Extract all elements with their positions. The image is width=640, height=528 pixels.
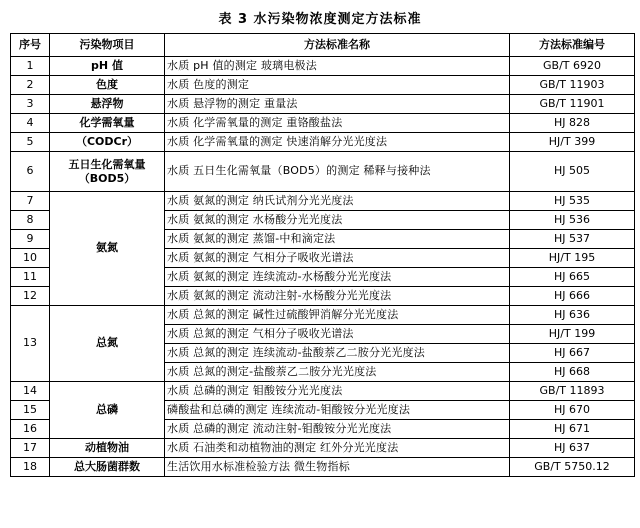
cell-code: HJ 667 (510, 344, 635, 363)
cell-no: 1 (11, 57, 50, 76)
cell-code: HJ 671 (510, 420, 635, 439)
cell-name: 水质 悬浮物的测定 重量法 (165, 95, 510, 114)
cell-item-ammonia: 氨氮 (50, 192, 165, 306)
cell-no: 17 (11, 439, 50, 458)
table-row (11, 439, 635, 458)
cell-name: 水质 氨氮的测定 水杨酸分光光度法 (165, 211, 510, 230)
column-header-no: 序号 (11, 34, 50, 57)
cell-name: 水质 pH 值的测定 玻璃电极法 (165, 57, 510, 76)
cell-name: 水质 总磷的测定 流动注射-钼酸铵分光光度法 (165, 420, 510, 439)
table-header (11, 34, 635, 57)
cell-item-cod-line2: （CODCr） (50, 133, 165, 152)
table-row (11, 382, 635, 401)
table-row (11, 152, 635, 192)
cell-code: HJ 636 (510, 306, 635, 325)
cell-code: GB/T 11901 (510, 95, 635, 114)
cell-name: 水质 氨氮的测定 蒸馏-中和滴定法 (165, 230, 510, 249)
table-header-row (11, 34, 635, 57)
cell-no: 4 (11, 114, 50, 133)
cell-item: pH 值 (50, 57, 165, 76)
cell-item: 悬浮物 (50, 95, 165, 114)
cell-code: HJ 665 (510, 268, 635, 287)
cell-code: HJ 637 (510, 439, 635, 458)
cell-code: GB/T 11903 (510, 76, 635, 95)
cell-code: HJ 670 (510, 401, 635, 420)
column-header-name: 方法标准名称 (165, 34, 510, 57)
table-row (11, 114, 635, 133)
cell-name: 水质 总磷的测定 钼酸铵分光光度法 (165, 382, 510, 401)
cell-no: 2 (11, 76, 50, 95)
cell-no: 3 (11, 95, 50, 114)
cell-item: 动植物油 (50, 439, 165, 458)
bod-label-line2: （BOD5） (78, 171, 136, 185)
cell-no: 14 (11, 382, 50, 401)
column-header-item: 污染物项目 (50, 34, 165, 57)
table-row (11, 57, 635, 76)
cell-name: 水质 氨氮的测定 流动注射-水杨酸分光光度法 (165, 287, 510, 306)
cell-no: 9 (11, 230, 50, 249)
cell-code: HJ 668 (510, 363, 635, 382)
page-title: 表 3 水污染物浓度测定方法标准 (218, 12, 422, 27)
table-row (11, 192, 635, 211)
cell-name: 水质 化学需氧量的测定 快速消解分光光度法 (165, 133, 510, 152)
cell-code: GB/T 5750.12 (510, 458, 635, 477)
cell-no: 13 (11, 306, 50, 382)
cell-name: 水质 总氮的测定-盐酸萘乙二胺分光光度法 (165, 363, 510, 382)
cell-name: 水质 氨氮的测定 气相分子吸收光谱法 (165, 249, 510, 268)
cell-no: 12 (11, 287, 50, 306)
cell-code: HJ 537 (510, 230, 635, 249)
cell-no: 5 (11, 133, 50, 152)
cell-name: 水质 氨氮的测定 纳氏试剂分光光度法 (165, 192, 510, 211)
cell-code: GB/T 6920 (510, 57, 635, 76)
cell-item-cod-line1: 化学需氧量 (50, 114, 165, 133)
cell-no: 7 (11, 192, 50, 211)
cell-name: 生活饮用水标准检验方法 微生物指标 (165, 458, 510, 477)
cell-code: HJ/T 195 (510, 249, 635, 268)
bod-label-line1: 五日生化需氧量 (68, 157, 146, 171)
table-row (11, 76, 635, 95)
cell-name: 水质 化学需氧量的测定 重铬酸盐法 (165, 114, 510, 133)
cell-name: 水质 色度的测定 (165, 76, 510, 95)
cell-code: HJ 505 (510, 152, 635, 192)
cell-code: GB/T 11893 (510, 382, 635, 401)
cell-code: HJ 828 (510, 114, 635, 133)
cell-item: 色度 (50, 76, 165, 95)
cell-item-tp: 总磷 (50, 382, 165, 439)
cell-no: 15 (11, 401, 50, 420)
cell-code: HJ 535 (510, 192, 635, 211)
cell-name: 水质 氨氮的测定 连续流动-水杨酸分光光度法 (165, 268, 510, 287)
cell-name: 水质 总氮的测定 气相分子吸收光谱法 (165, 325, 510, 344)
pollutant-method-table (10, 33, 635, 477)
cell-code: HJ/T 399 (510, 133, 635, 152)
table-row (11, 458, 635, 477)
cell-name: 磷酸盐和总磷的测定 连续流动-钼酸铵分光光度法 (165, 401, 510, 420)
cell-no: 8 (11, 211, 50, 230)
cell-item-tn: 总氮 (50, 306, 165, 382)
table-body (11, 57, 635, 477)
table-row (11, 133, 635, 152)
cell-no: 16 (11, 420, 50, 439)
cell-name: 水质 总氮的测定 碱性过硫酸钾消解分光光度法 (165, 306, 510, 325)
table-row (11, 95, 635, 114)
cell-code: HJ 536 (510, 211, 635, 230)
cell-no: 6 (11, 152, 50, 192)
cell-code: HJ/T 199 (510, 325, 635, 344)
cell-item: 总大肠菌群数 (50, 458, 165, 477)
cell-no: 11 (11, 268, 50, 287)
cell-no: 10 (11, 249, 50, 268)
table-row (11, 306, 635, 325)
cell-name: 水质 五日生化需氧量（BOD5）的测定 稀释与接种法 (165, 152, 510, 192)
cell-item-bod (50, 152, 165, 192)
cell-code: HJ 666 (510, 287, 635, 306)
cell-name: 水质 总氮的测定 连续流动-盐酸萘乙二胺分光光度法 (165, 344, 510, 363)
column-header-code: 方法标准编号 (510, 34, 635, 57)
cell-no: 18 (11, 458, 50, 477)
cell-name: 水质 石油类和动植物油的测定 红外分光光度法 (165, 439, 510, 458)
